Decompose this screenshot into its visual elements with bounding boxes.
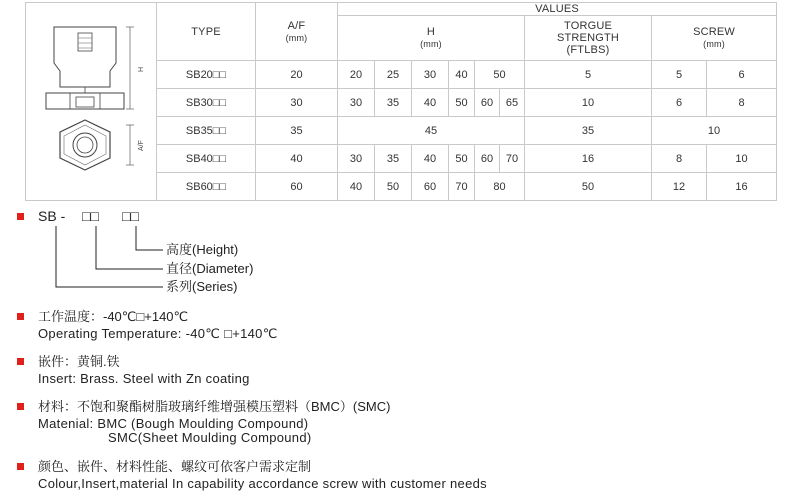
h-cell: 65 [500,89,525,117]
code-label-diameter: 直径(Diameter) [166,261,254,276]
af-cell: 20 [256,61,338,89]
torque-cell: 35 [525,117,652,145]
h-cell: 40 [412,89,449,117]
h-cell: 35 [375,89,412,117]
torque-cell: 5 [525,61,652,89]
torque-cell: 16 [525,145,652,173]
type-cell: SB40□□ [157,145,256,173]
note-custom-en: Colour,Insert,material In capability accordance screw with customer needs [38,476,487,491]
h-cell: 80 [475,173,525,201]
type-cell: SB35□□ [157,117,256,145]
screw-cell: 16 [707,173,777,201]
h-cell: 50 [449,145,475,173]
torque-cell: 10 [525,89,652,117]
code-label-height: 高度(Height) [166,242,239,257]
note-material-en-bmc: Matenial: BMC (Bough Moulding Compound) [38,416,309,431]
h-cell: 45 [338,117,525,145]
bullet-material [17,403,24,410]
type-cell: SB60□□ [157,173,256,201]
af-cell: 30 [256,89,338,117]
screw-cell: 10 [707,145,777,173]
h-cell: 20 [338,61,375,89]
note-insert-en: Insert: Brass. Steel with Zn coating [38,371,250,386]
note-custom-cn: 颜色、嵌件、材料性能、螺纹可依客户需求定制 [38,459,312,474]
h-cell: 60 [475,145,500,173]
type-cell: SB20□□ [157,61,256,89]
product-drawing-cell [26,3,157,201]
h-cell: 30 [412,61,449,89]
screw-cell: 12 [652,173,707,201]
h-cell: 70 [449,173,475,201]
header-row-values [26,3,777,16]
af-cell: 35 [256,117,338,145]
standoff-insulator-drawing [26,5,156,199]
h-cell: 50 [475,61,525,89]
type-cell: SB30□□ [157,89,256,117]
bullet-temperature [17,313,24,320]
screw-cell: 6 [707,61,777,89]
spec-table [25,2,777,201]
code-boxes-diameter: □□ [82,208,99,224]
h-cell: 30 [338,145,375,173]
h-cell: 70 [500,145,525,173]
code-label-series: 系列(Series) [166,279,238,294]
note-material-en-smc: SMC(Sheet Moulding Compound) [108,430,312,445]
h-cell: 40 [412,145,449,173]
col-h-header: H (mm) [338,16,525,61]
h-cell: 40 [338,173,375,201]
h-cell: 50 [449,89,475,117]
screw-cell: 8 [707,89,777,117]
h-cell: 40 [449,61,475,89]
values-header: VALUES [338,3,777,16]
h-cell: 60 [475,89,500,117]
torque-cell: 50 [525,173,652,201]
note-insert-cn: 嵌件：黄铜.铁 [38,354,120,369]
bullet-insert [17,358,24,365]
screw-cell: 8 [652,145,707,173]
code-prefix: SB - [38,208,66,224]
af-cell: 60 [256,173,338,201]
code-boxes-height: □□ [122,208,139,224]
col-screw-header: SCREW (mm) [652,16,777,61]
h-cell: 50 [375,173,412,201]
h-cell: 35 [375,145,412,173]
h-cell: 30 [338,89,375,117]
screw-cell: 5 [652,61,707,89]
screw-cell: 6 [652,89,707,117]
screw-cell: 10 [652,117,777,145]
col-torque-header: TORGUE STRENGTH (FTLBS) [525,16,652,61]
h-cell: 60 [412,173,449,201]
h-cell: 25 [375,61,412,89]
note-temperature-cn: 工作温度：-40℃□+140℃ [38,309,189,324]
col-type-header: TYPE [157,3,256,61]
af-cell: 40 [256,145,338,173]
col-af-header: A/F (mm) [256,3,338,61]
bullet-customization [17,463,24,470]
drawing-label-h: H [138,66,145,72]
note-material-cn: 材料：不饱和聚酯树脂玻璃纤维增强模压塑料（BMC）(SMC) [38,399,391,414]
note-temperature-en: Operating Temperature: -40℃ □+140℃ [38,326,278,341]
drawing-label-af: A/F [138,139,145,151]
